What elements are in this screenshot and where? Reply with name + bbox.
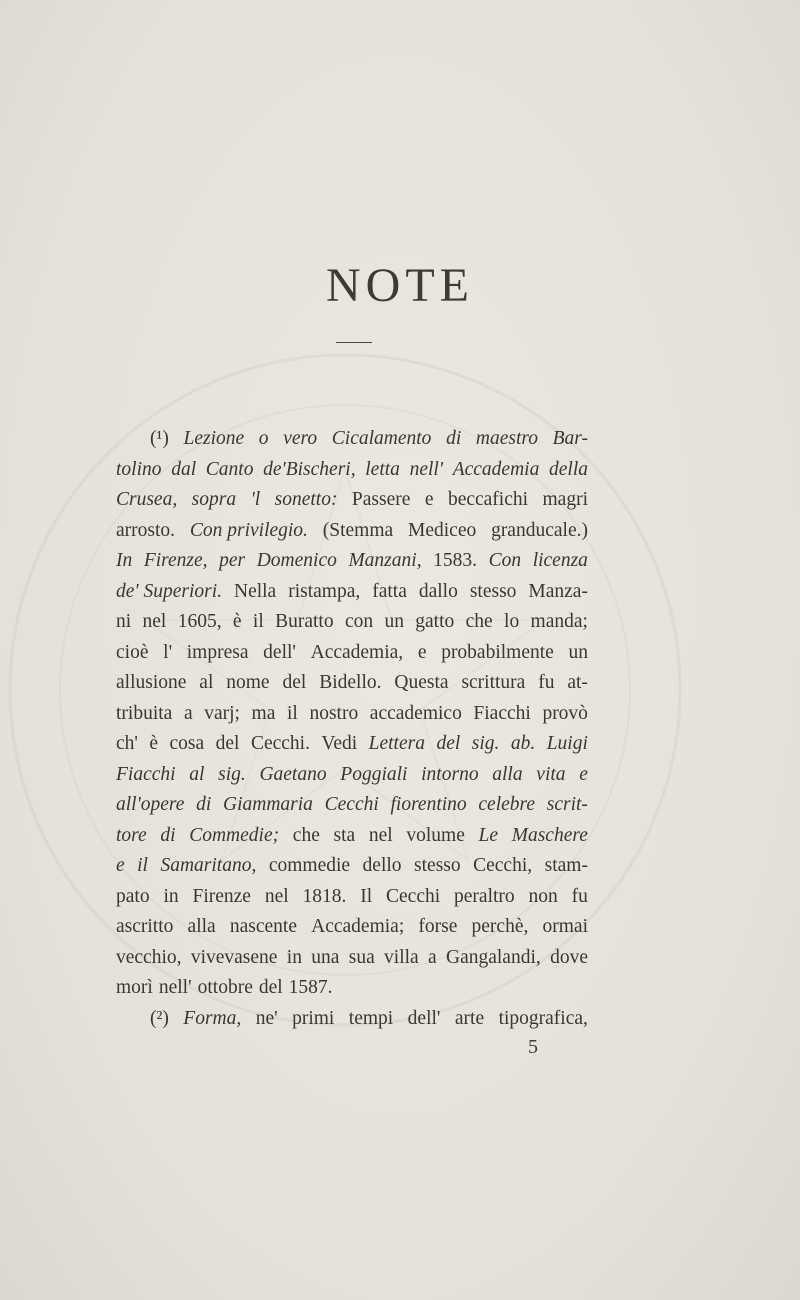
word: il [137,855,148,876]
word: che [292,824,320,846]
word: 'l [250,489,261,510]
word: Bidello. [319,672,382,693]
word: Accademia; [311,916,405,937]
text-line [116,668,588,699]
word: il [252,611,264,632]
word: (²) [150,1007,169,1029]
word: un [568,641,588,663]
word: che [465,611,493,632]
text-line [116,821,588,852]
word: cioè [116,641,149,663]
word: sua [348,946,375,968]
word: 1818. [302,885,347,907]
word: all'opere [116,794,185,815]
word: 1583. [433,550,478,571]
word: del [258,977,283,998]
text-line [116,943,588,974]
word: della [549,458,588,480]
word: nel [264,885,289,907]
word: Luigi [546,733,588,754]
word: stam- [544,855,588,876]
text-line [116,455,588,486]
word: varj; [204,702,240,724]
word: del [436,733,461,754]
word: maestro [475,428,538,449]
word: probabilmente [441,641,554,663]
page-title: NOTE [326,259,474,312]
word: nell' [158,977,192,998]
word: ni [116,611,132,632]
text-line [116,760,588,791]
word: Manzani, [348,550,422,571]
word: lo [504,611,520,632]
text-line [116,851,588,882]
text-line [116,729,588,760]
word: nascente [229,916,297,937]
word: del [282,672,307,693]
text-line [116,607,588,638]
word: arrosto. [116,519,176,541]
word: nell' [409,458,444,480]
word: Accademia, [310,641,404,663]
word: Gaetano [259,763,327,785]
word: dove [550,946,588,968]
word: Lezione [183,428,245,449]
word: di [160,824,176,846]
word: Gangalandi, [446,946,541,968]
word: forse [418,916,458,937]
word: Fiacchi [473,702,531,724]
word: (¹) [150,428,169,449]
word: l' [163,641,173,663]
word: ma [251,702,276,724]
word: dell' [263,641,296,663]
word: allusione [116,672,187,693]
word: sig. [218,763,246,785]
word: il [286,702,298,724]
word: intorno [421,763,479,785]
word: Con [488,550,522,571]
word: tipografica, [498,1007,588,1029]
word: Bar- [552,428,588,449]
word: Con privilegio. [189,519,308,541]
word: ormai [542,916,588,937]
text-line [116,882,588,913]
word: stesso [414,855,461,876]
word: ne' [255,1007,278,1029]
word: de'Bischeri, [263,458,356,480]
word: al [199,672,214,693]
word: impresa [186,641,249,663]
page-number: 5 [528,1036,538,1058]
word: fatta [372,580,407,602]
word: Domenico [256,550,337,571]
word: e [424,489,434,510]
word: di [196,794,212,815]
word: di [446,428,462,449]
word: Lettera [368,733,425,754]
word: villa [384,946,419,968]
word: e [417,641,427,663]
word: perchè, [471,916,529,937]
word: ristampa, [288,580,361,602]
word: Vedi [321,733,358,754]
word: Il [360,885,373,907]
word: gatto [415,611,455,632]
word: nome [226,672,270,693]
text-line [116,1004,588,1035]
word: Manza- [528,580,588,602]
word: beccafichi [447,489,529,510]
word: sig. [471,733,500,754]
word: Commedie; [189,824,280,846]
word: e [579,763,588,785]
word: Firenze [192,885,251,907]
word: Fiacchi [116,763,176,785]
word: cosa [169,733,205,754]
text-line [116,912,588,943]
word: una [311,946,340,968]
word: Cicalamento [331,428,432,449]
word: Mediceo [408,519,477,541]
word: in [163,885,179,907]
text-line [116,973,588,1004]
notes-body [116,424,588,1034]
word: Questa [394,672,449,693]
word: morì [116,977,153,998]
text-line [116,546,588,577]
word: ab. [510,733,536,754]
word: dell' [407,1007,441,1029]
word: Cecchi, [473,855,533,876]
word: vecchio, [116,946,182,968]
word: at- [567,672,588,693]
word: vivevasene [190,946,278,968]
word: (Stemma [322,519,394,541]
word: In [116,550,133,571]
word: provò [542,702,588,724]
word: Forma, [183,1007,242,1029]
word: licenza [532,550,588,571]
word: sonetto: [274,489,338,510]
word: ascritto [116,916,174,937]
word: per [219,550,246,571]
word: Buratto [275,611,334,632]
word: manda; [530,611,588,632]
word: scrittura [461,672,526,693]
word: Le [478,824,499,846]
word: letta [365,458,400,480]
word: è [149,733,159,754]
word: del [215,733,240,754]
word: tempi [348,1007,394,1029]
word: nostro [309,702,359,724]
word: 1587. [288,977,333,998]
word: vero [283,428,318,449]
word: Crusea, [116,489,178,510]
word: tolino [116,458,162,480]
word: volume [406,824,465,846]
word: Firenze, [143,550,208,571]
word: vita [536,763,566,785]
word: Samaritano, [160,855,257,876]
word: sopra [191,489,237,510]
text-line [116,577,588,608]
word: è [232,611,242,632]
word: granducale.) [491,519,588,541]
word: scrit- [546,794,588,815]
word: e [116,855,125,876]
word: peraltro [454,885,515,907]
word: fu [538,672,555,693]
text-line [116,699,588,730]
word: Passere [351,489,411,510]
word: fiorentino [390,794,467,815]
word: a [183,702,193,724]
word: con [344,611,374,632]
word: accademico [369,702,462,724]
text-line [116,485,588,516]
word: o [258,428,269,449]
word: primi [292,1007,335,1029]
word: un [384,611,404,632]
word: al [189,763,205,785]
word: Nella [233,580,277,602]
word: magri [542,489,588,510]
word: in [286,946,302,968]
word: a [428,946,437,968]
word: celebre [478,794,536,815]
word: nel [142,611,167,632]
text-line [116,638,588,669]
word: alla [492,763,523,785]
word: Cecchi. [250,733,310,754]
word: Accademia [452,458,540,480]
word: de' Superiori. [116,580,222,602]
word: non [528,885,558,907]
word: 1605, [177,611,222,632]
word: dello [362,855,402,876]
word: ch' [116,733,138,754]
word: stesso [469,580,517,602]
word: dal [171,458,197,480]
word: commedie [268,855,351,876]
word: Giammaria [223,794,313,815]
text-line [116,424,588,455]
word: Cecchi [386,885,441,907]
text-line [116,790,588,821]
word: sta [333,824,356,846]
word: ottobre [197,977,253,998]
word: Maschere [511,824,588,846]
word: tore [116,824,147,846]
word: arte [454,1007,485,1029]
text-line [116,516,588,547]
word: nel [368,824,393,846]
word: pato [116,885,150,907]
word: alla [187,916,216,937]
word: Canto [205,458,254,480]
word: fu [571,885,588,907]
word: tribuita [116,702,173,724]
word: Poggiali [340,763,408,785]
word: dallo [418,580,458,602]
title-divider [336,342,372,343]
word: Cecchi [324,794,379,815]
